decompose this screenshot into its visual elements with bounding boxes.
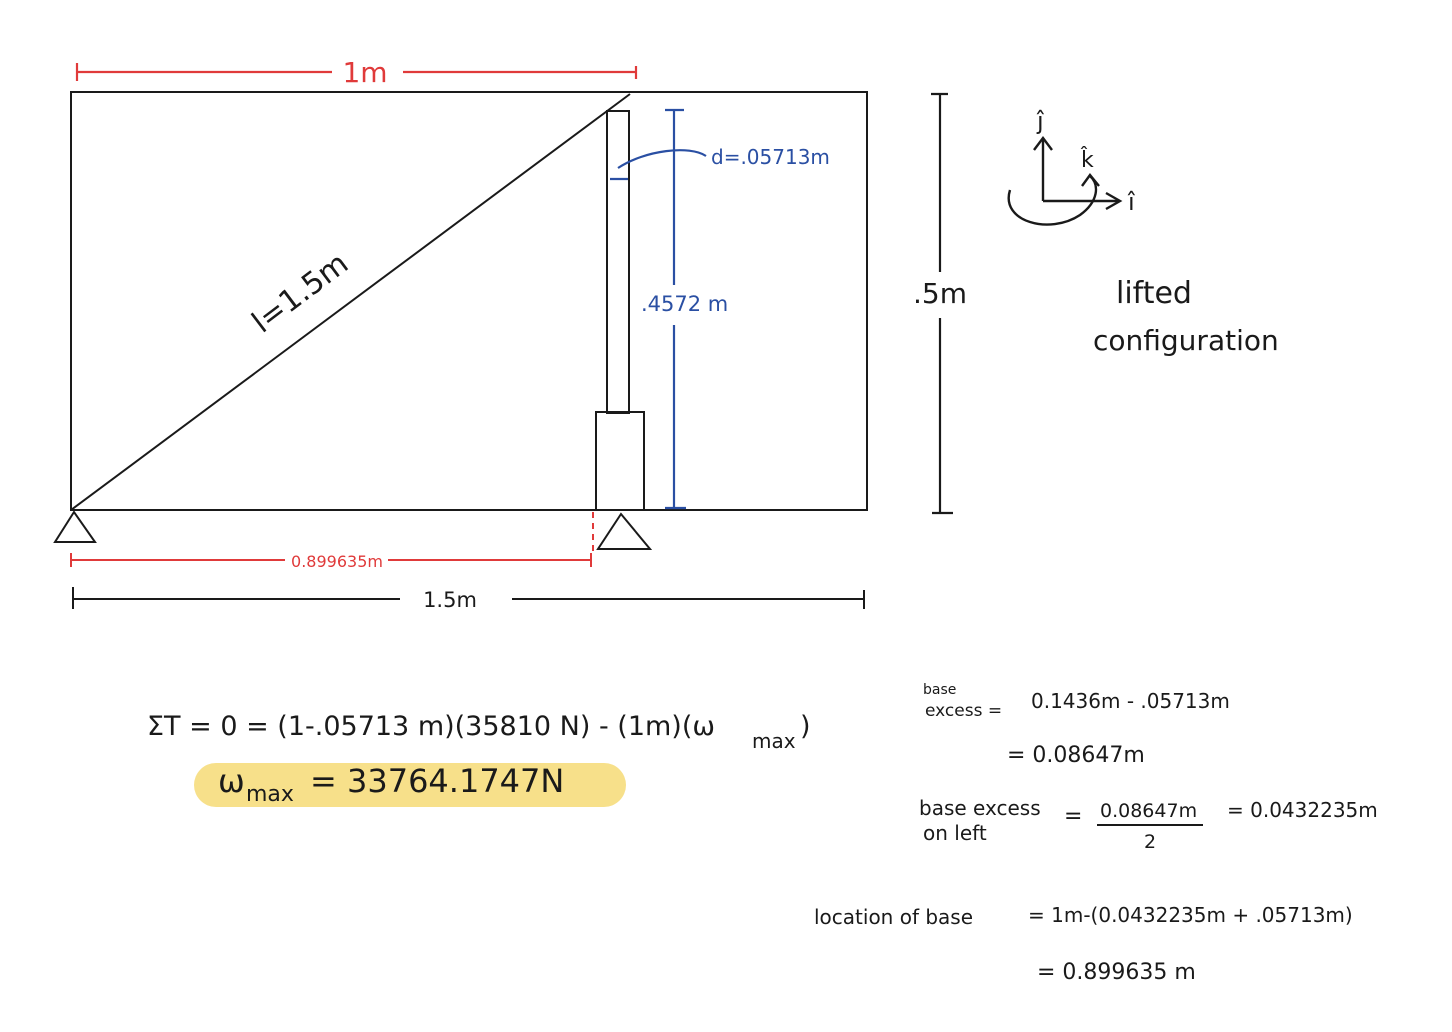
pole-base bbox=[596, 412, 644, 510]
base-excess-label-top: base bbox=[923, 682, 957, 698]
height-label: .5m bbox=[913, 277, 967, 310]
top-width-label: 1m bbox=[342, 56, 388, 89]
moment-equation-subscript: max bbox=[752, 729, 796, 753]
left-excess-numerator: 0.08647m bbox=[1100, 800, 1198, 822]
wmax-subscript: max bbox=[246, 782, 294, 807]
base-excess-label: excess = bbox=[925, 701, 1003, 721]
note-line-2: configuration bbox=[1093, 324, 1279, 357]
wmax-result: = 33764.1747N bbox=[310, 762, 565, 800]
base-excess-result: = 0.08647m bbox=[1007, 743, 1145, 768]
diagonal-label: l=1.5m bbox=[245, 245, 355, 341]
k-label: k̂ bbox=[1081, 148, 1094, 173]
right-support-icon bbox=[598, 514, 650, 549]
diagonal-member bbox=[71, 94, 630, 510]
location-result: = 0.899635 m bbox=[1037, 960, 1196, 985]
axes-icon bbox=[1009, 138, 1120, 225]
left-excess-label-2: on left bbox=[923, 821, 987, 845]
moment-equation: ΣT = 0 = (1-.05713 m)(35810 N) - (1m)(ω bbox=[147, 711, 715, 742]
base-location-label: 0.899635m bbox=[291, 552, 383, 571]
i-label: î bbox=[1128, 188, 1135, 216]
wmax-symbol: ω bbox=[218, 762, 245, 800]
location-label: location of base bbox=[814, 905, 974, 929]
location-expression: = 1m-(0.0432235m + .05713m) bbox=[1028, 903, 1353, 927]
left-excess-result: = 0.0432235m bbox=[1227, 798, 1378, 822]
left-excess-label-1: base excess bbox=[919, 796, 1041, 820]
pole bbox=[607, 111, 629, 413]
diameter-leader bbox=[618, 150, 706, 168]
moment-equation-close: ) bbox=[800, 711, 811, 742]
left-excess-denominator: 2 bbox=[1143, 831, 1157, 853]
left-excess-equals: = bbox=[1064, 804, 1083, 829]
bottom-width-label: 1.5m bbox=[423, 588, 477, 612]
note-line-1: lifted bbox=[1116, 276, 1192, 311]
k-arrowhead bbox=[1082, 175, 1099, 186]
diameter-label: d=.05713m bbox=[711, 145, 830, 169]
left-support-icon bbox=[55, 512, 95, 542]
base-excess-expression: 0.1436m - .05713m bbox=[1031, 689, 1230, 713]
j-label: ĵ bbox=[1037, 107, 1044, 135]
pole-height-label: .4572 m bbox=[641, 292, 729, 316]
